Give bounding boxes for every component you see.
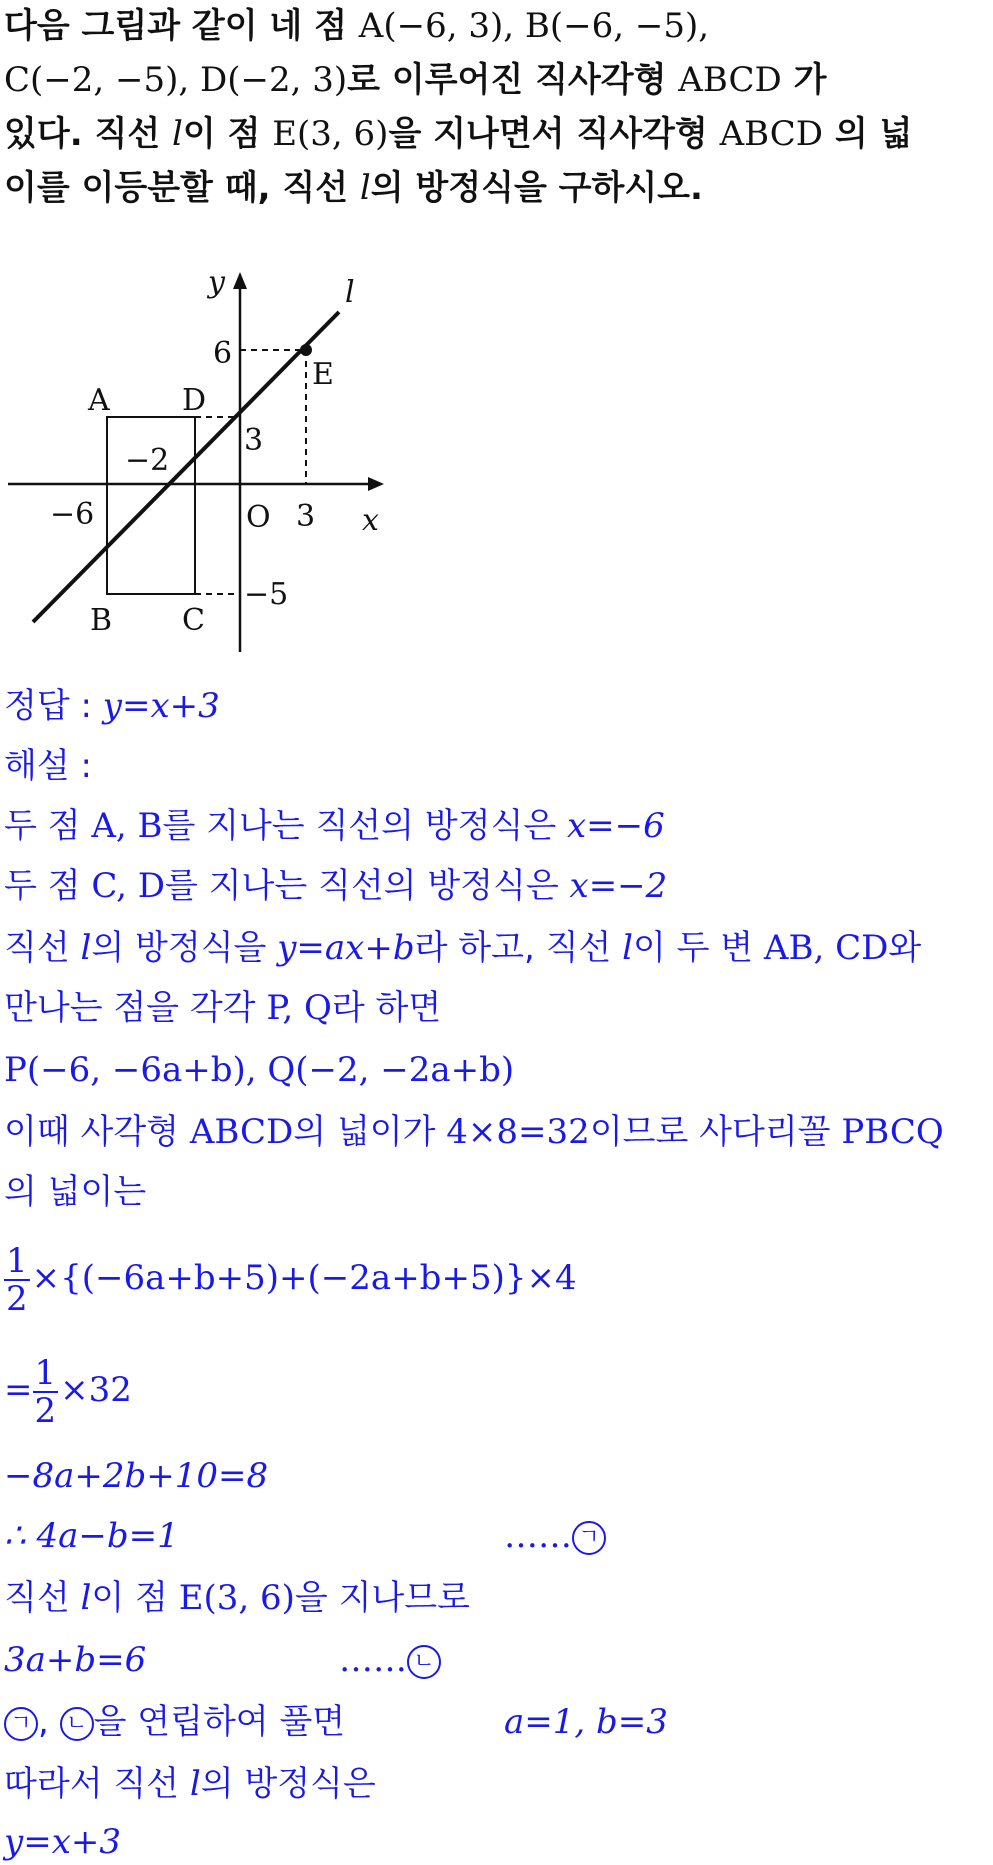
solution-text: 라 하면 [331,988,442,1028]
solution-line-15 [4,1764,376,1804]
area-expression: 4×8=32 [446,1112,590,1152]
fraction-one-half [4,1240,30,1319]
point-e-label: E [312,357,334,392]
vertex-d-label: D [182,383,207,418]
point-e-dot [300,344,312,356]
equation-ㄴ: 3a+b=6 [4,1640,147,1680]
trapezoid-area-formula [4,1240,577,1319]
problem-line-1 [4,6,709,46]
vertex-c-label: C [182,603,205,638]
circled-giyeok-icon: ㄱ [4,1707,38,1741]
solution-line-6 [4,1112,944,1152]
x-axis-arrow [368,477,384,491]
x-axis-label: x [362,503,379,538]
equation-ab: x=−6 [566,806,665,846]
solution-values: a=1, b=3 [504,1702,668,1742]
solution-text: 두 점 [4,806,92,846]
equation-ㄱ: ∴ 4a−b=1 [4,1516,179,1556]
problem-text: 을 지나면서 직사각형 [388,114,720,154]
line-l-label: l [345,275,355,310]
explain-label: 해설 : [4,746,92,786]
final-answer [4,1822,121,1862]
problem-line-2 [4,60,826,100]
solution-text: 의 방정식은 [200,1764,376,1804]
solution-text: 를 지나는 직선의 방정식은 [165,866,570,906]
line-l-symbol: l [80,1578,92,1618]
solution-text: 이므로 사다리꼴 [589,1112,842,1152]
problem-line-4 [4,168,703,208]
fraction-denominator: 2 [6,1278,28,1319]
final-answer-equation: y=x+3 [4,1822,121,1862]
solution-text: 의 방정식을 [91,928,278,968]
problem-text: 다음 그림과 같이 네 점 [4,6,359,46]
comma: , [38,1702,60,1742]
solution-text: 이때 사각형 [4,1112,190,1152]
solve-system-line [4,1702,724,1742]
line-l [33,312,339,622]
solution-text: 두 점 [4,866,92,906]
answer-line [4,686,220,726]
fraction-denominator: 2 [34,1390,57,1431]
fraction-numerator: 1 [6,1240,28,1281]
ellipsis: …… [504,1516,572,1556]
linear-equation-expression: −8a+2b+10=8 [4,1456,269,1496]
point-e: E(3, 6) [178,1578,295,1618]
solution-line-12 [4,1578,470,1618]
problem-text: 가 [781,60,827,100]
equation-ㄴ-line [4,1640,644,1680]
tick-label-y3: 3 [244,423,264,458]
equation-ㄱ-marker [504,1516,606,1556]
solution-line-3 [4,928,921,968]
solution-text: 의 넓이가 [293,1112,447,1152]
trapezoid-area-expression: ×{(−6a+b+5)+(−2a+b+5)}×4 [31,1258,577,1298]
line-l-symbol: l [80,928,92,968]
equals-sign: = [4,1370,33,1410]
problem-text: 의 넓 [823,114,913,154]
rectangle-name: ABCD [678,60,782,100]
problem-text: 의 방정식을 구하시오. [370,168,703,208]
point-e: E(3, 6) [272,114,389,154]
solution-line-1 [4,806,665,846]
solution-text: 따라서 직선 [4,1764,190,1804]
solution-line-4 [4,988,441,1028]
answer-label: 정답 : [4,686,103,726]
y-axis-label: y [208,265,225,300]
points-pq-coordinates: P(−6, −6a+b), Q(−2, −2a+b) [4,1050,515,1090]
circled-giyeok-icon: ㄱ [572,1521,606,1555]
tick-label-xm2: −2 [125,443,170,478]
vertex-b-label: B [90,603,113,638]
problem-text: 있다. 직선 [4,114,172,154]
solution-text: 이 점 [91,1578,179,1618]
answer-value: y=x+3 [102,686,220,726]
solution-text: 을 연립하여 풀면 [93,1702,346,1742]
linear-equation [4,1456,268,1496]
solution-text: 를 지나는 직선의 방정식은 [162,806,567,846]
points-ab: A, B [91,806,163,846]
rectangle-name: ABCD [189,1112,294,1152]
tick-label-ym5: −5 [244,577,289,612]
circled-nieun-icon: ㄴ [407,1645,441,1679]
solution-text: 만나는 점을 각각 [4,988,267,1028]
line-l-symbol: l [171,114,183,154]
solution-text: 이 두 변 [632,928,764,968]
problem-text: 이를 이등분할 때, 직선 [4,168,360,208]
solution-text: 을 지나므로 [294,1578,470,1618]
origin-label: O [246,500,271,535]
solution-text: 직선 [4,928,81,968]
problem-text: 이 점 [182,114,273,154]
equation-ㄱ-line [4,1516,644,1556]
sides-ab-cd: AB, CD [763,928,889,968]
vertex-a-label: A [88,383,110,418]
tick-label-x3: 3 [296,499,316,534]
ellipsis: …… [339,1640,407,1680]
solution-line-7: 의 넓이는 [4,1172,147,1212]
line-l-symbol: l [189,1764,201,1804]
problem-points-cd: C(−2, −5), D(−2, 3) [4,60,348,100]
solution-line-2 [4,866,667,906]
y-axis-arrow [233,272,247,289]
line-l-symbol: l [622,928,633,968]
fraction-one-half [33,1352,59,1431]
trapezoid-name: PBCQ [841,1112,944,1152]
problem-line-3 [4,114,912,154]
line-l-symbol: l [359,168,371,208]
area-expression: ×32 [60,1370,132,1410]
rectangle-name: ABCD [719,114,824,154]
solution-text: 직선 [4,1578,81,1618]
equation-cd: x=−2 [569,866,668,906]
solution-text: 라 하고, 직선 [414,928,623,968]
equation-ㄴ-marker [339,1640,441,1680]
tick-label-xm6: −6 [50,497,95,532]
fraction-numerator: 1 [34,1352,57,1393]
problem-text: 로 이루어진 직사각형 [347,60,679,100]
coordinate-figure [0,262,420,662]
problem-points-ab: A(−6, 3), B(−6, −5), [358,6,710,46]
points-cd: C, D [91,866,165,906]
solution-text: 와 [888,928,922,968]
circled-nieun-icon: ㄴ [60,1707,94,1741]
line-l-equation: y=ax+b [277,928,415,968]
area-equation [4,1352,132,1431]
points-pq: P, Q [266,988,332,1028]
tick-label-y6: 6 [213,336,233,371]
